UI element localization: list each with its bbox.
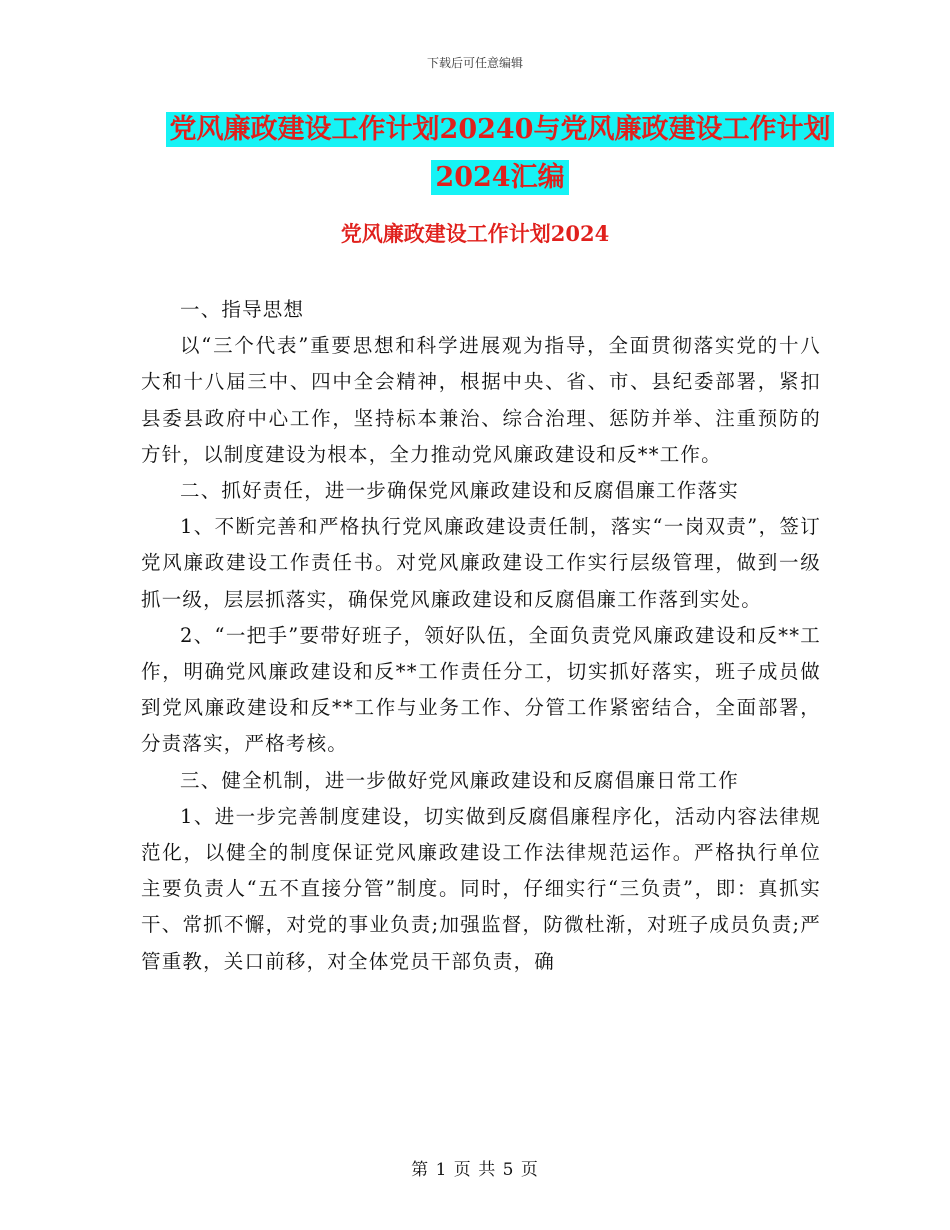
paragraph: 1、不断完善和严格执行党风廉政建设责任制，落实“一岗双责”，签订党风廉政建设工作责任书。对党风廉政建设工作实行层级管理，做到一级抓一级，层层抓落实，确保党风廉政建设和反腐倡廉工作落到实处。 [141, 515, 821, 611]
page-header-note: 下载后可任意编辑 [426, 56, 523, 70]
document-title [140, 106, 860, 202]
page-footer: 第 1 页 共 5 页 [411, 1160, 539, 1180]
paragraph: 1、进一步完善制度建设，切实做到反腐倡廉程序化，活动内容法律规范化，以健全的制度保证党风廉政建设工作法律规范运作。严格执行单位主要负责人“五不直接分管”制度。同时，仔细实行“三负责”，即：真抓实干、常抓不懈，对党的事业负责;加强监督，防微杜渐，对班子成员负责;严管重教，关口前移，对全体党员干部负责，确 [141, 804, 821, 973]
document-title-text: 党风廉政建设工作计划20240与党风廉政建设工作计划2024汇编 [166, 112, 835, 195]
paragraph: 以“三个代表”重要思想和科学进展观为指导，全面贯彻落实党的十八大和十八届三中、四中全会精神，根据中央、省、市、县纪委部署，紧扣县委县政府中心工作，坚持标本兼治、综合治理、惩防并举、注重预防的方针，以制度建设为根本，全力推动党风廉政建设和反**工作。 [141, 334, 821, 466]
paragraph: 2、“一把手”要带好班子，领好队伍，全面负责党风廉政建设和反**工作，明确党风廉政建设和反**工作责任分工，切实抓好落实，班子成员做到党风廉政建设和反**工作与业务工作、分管工作紧密结合，全面部署，分责落实，严格考核。 [141, 623, 821, 756]
section-title: 党风廉政建设工作计划2024 [340, 221, 610, 246]
heading-guiding-ideology: 一、指导思想 [180, 298, 305, 321]
document-body [141, 292, 821, 980]
heading-responsibility: 二、抓好责任，进一步确保党风廉政建设和反腐倡廉工作落实 [180, 479, 739, 503]
heading-mechanism: 三、健全机制，进一步做好党风廉政建设和反腐倡廉日常工作 [180, 768, 739, 792]
